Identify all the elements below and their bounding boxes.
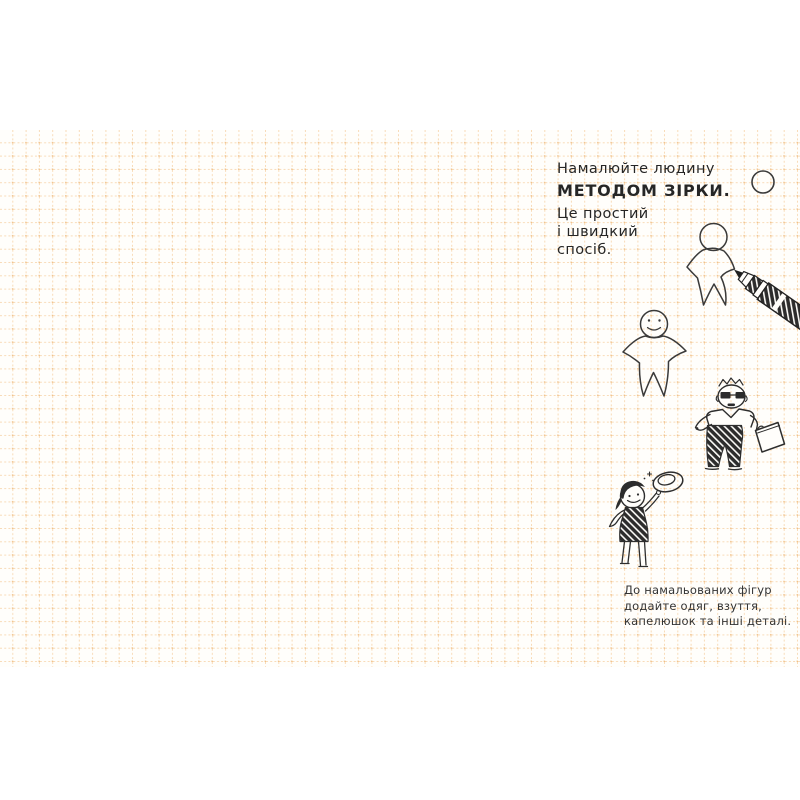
instruction-line-emphasis: МЕТОДОМ ЗІРКИ. <box>557 181 731 200</box>
smiley-star-figure <box>623 311 686 397</box>
ball-sketch <box>752 171 774 193</box>
instruction-line: і швидкий <box>557 224 639 240</box>
instruction-line: спосіб. <box>557 242 612 258</box>
instruction-line: Намалюйте людину <box>557 161 715 177</box>
woman-with-hat <box>610 470 685 567</box>
pen-sketch <box>728 262 800 350</box>
instruction-line: Це простий <box>557 206 649 222</box>
caption-line: капелюшок та інші деталі. <box>624 614 792 628</box>
caption-text-block <box>624 583 791 630</box>
caption-line: До намальованих фігур <box>624 583 772 597</box>
caption-line: додайте одяг, взуття, <box>624 598 763 613</box>
instruction-text-block <box>557 160 731 259</box>
man-with-briefcase <box>696 378 785 470</box>
